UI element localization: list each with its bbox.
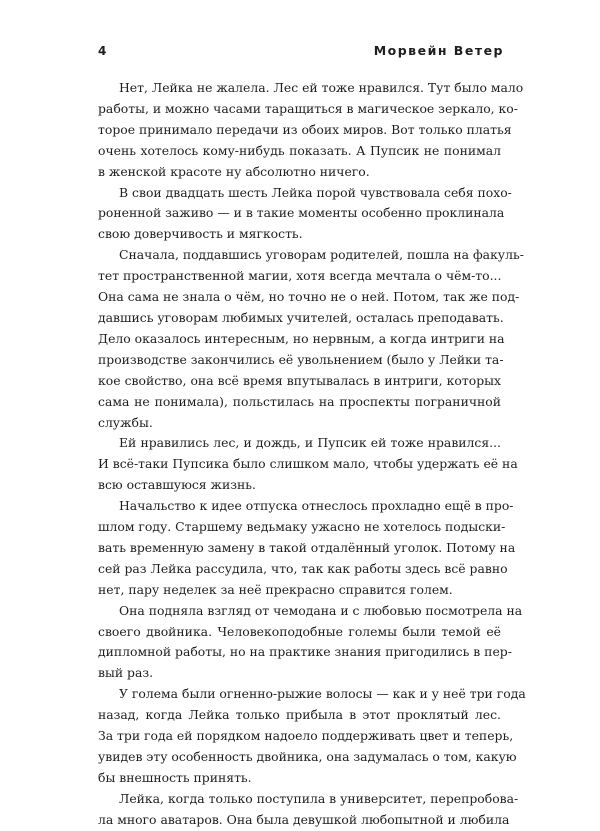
paragraph bbox=[98, 245, 524, 433]
text-line: увидев эту особенность двойника, она задумалась о том, какую bbox=[98, 749, 517, 764]
text-line: Нет, Лейка не жалела. Лес ей тоже нравился. Тут было мало bbox=[119, 80, 524, 95]
page-number: 4 bbox=[98, 44, 107, 58]
body-text bbox=[98, 78, 526, 831]
text-line: сама не понимала), польстилась на проспекты пограничной bbox=[98, 393, 501, 409]
text-line: Она сама не знала о чём, но точно не о ней. Потом, так же под- bbox=[98, 289, 520, 305]
paragraph bbox=[98, 496, 516, 601]
text-line: Лейка, когда только поступила в университет, перепробова- bbox=[119, 790, 519, 806]
text-line: бы внешность принять. bbox=[98, 769, 252, 785]
text-line: сей раз Лейка рассудила, что, так как работы здесь всё равно bbox=[98, 560, 508, 576]
text-line: шлом году. Старшему ведьмаку ужасно не хотелось подыски- bbox=[98, 519, 506, 535]
text-line: работы, и можно часами таращиться в магическое зеркало, ко- bbox=[98, 100, 518, 116]
paragraph bbox=[98, 78, 524, 183]
text-line: кое свойство, она всё время впутывалась в интриги, которых bbox=[98, 372, 501, 388]
text-line: У голема были огненно-рыжие волосы — как и у неё три года bbox=[119, 686, 526, 702]
text-line: в женской красоте ну абсолютно ничего. bbox=[98, 163, 370, 179]
text-line: ла много аватаров. Она была девушкой любопытной и любила bbox=[98, 811, 510, 827]
text-line: вать временную замену в такой отдалённый уголок. Потому на bbox=[98, 539, 516, 555]
paragraph bbox=[98, 601, 523, 685]
text-line: давшись уговорам любимых учителей, осталась преподавать. bbox=[98, 309, 504, 325]
paragraph bbox=[98, 183, 512, 246]
text-line: Сначала, поддавшись уговорам родителей, пошла на факуль- bbox=[119, 247, 524, 263]
text-line: дипломной работы, но на практике знания пригодились в пер- bbox=[98, 644, 512, 660]
text-line: Ей нравились лес, и дождь, и Пупсик ей тоже нравился... bbox=[119, 435, 501, 451]
text-line: тет пространственной магии, хотя всегда мечтала о чём-то... bbox=[98, 268, 502, 284]
text-line: Она подняла взгляд от чемодана и с любовью посмотрела на bbox=[119, 602, 523, 618]
paragraph bbox=[98, 789, 519, 831]
paragraph bbox=[98, 433, 518, 496]
text-line: службы. bbox=[98, 414, 153, 430]
text-line: назад, когда Лейка только прибыла в этот проклятый лес. bbox=[98, 707, 501, 723]
text-line: нет, пару неделек за неё прекрасно справится голем. bbox=[98, 581, 453, 597]
text-line: торое принимало передачи из обоих миров. Вот только платья bbox=[98, 121, 512, 137]
text-line: В свои двадцать шесть Лейка порой чувствовала себя похо- bbox=[119, 184, 512, 200]
text-line: свою доверчивость и мягкость. bbox=[98, 226, 303, 242]
text-line: За три года ей порядком надоело поддерживать цвет и теперь, bbox=[98, 728, 514, 744]
text-line: И всё-таки Пупсика было слишком мало, чтобы удержать её на bbox=[98, 456, 518, 472]
text-line: всю оставшуюся жизнь. bbox=[98, 477, 256, 493]
text-line: очень хотелось кому-нибудь показать. А Пупсик не понимал bbox=[98, 142, 501, 158]
paragraph bbox=[98, 684, 526, 789]
text-line: производстве закончились её увольнением (было у Лейки та- bbox=[98, 351, 504, 367]
text-line: вый раз. bbox=[98, 665, 154, 681]
text-line: Начальство к идее отпуска отнеслось прохладно ещё в про- bbox=[119, 498, 514, 514]
text-line: Дело оказалось интересным, но нервным, а когда интриги на bbox=[98, 330, 505, 346]
text-line: своего двойника. Человекоподобные големы были темой её bbox=[98, 623, 501, 639]
text-line: роненной заживо — и в такие моменты особенно проклинала bbox=[98, 205, 505, 221]
running-header-author: Морвейн Ветер bbox=[373, 43, 504, 58]
